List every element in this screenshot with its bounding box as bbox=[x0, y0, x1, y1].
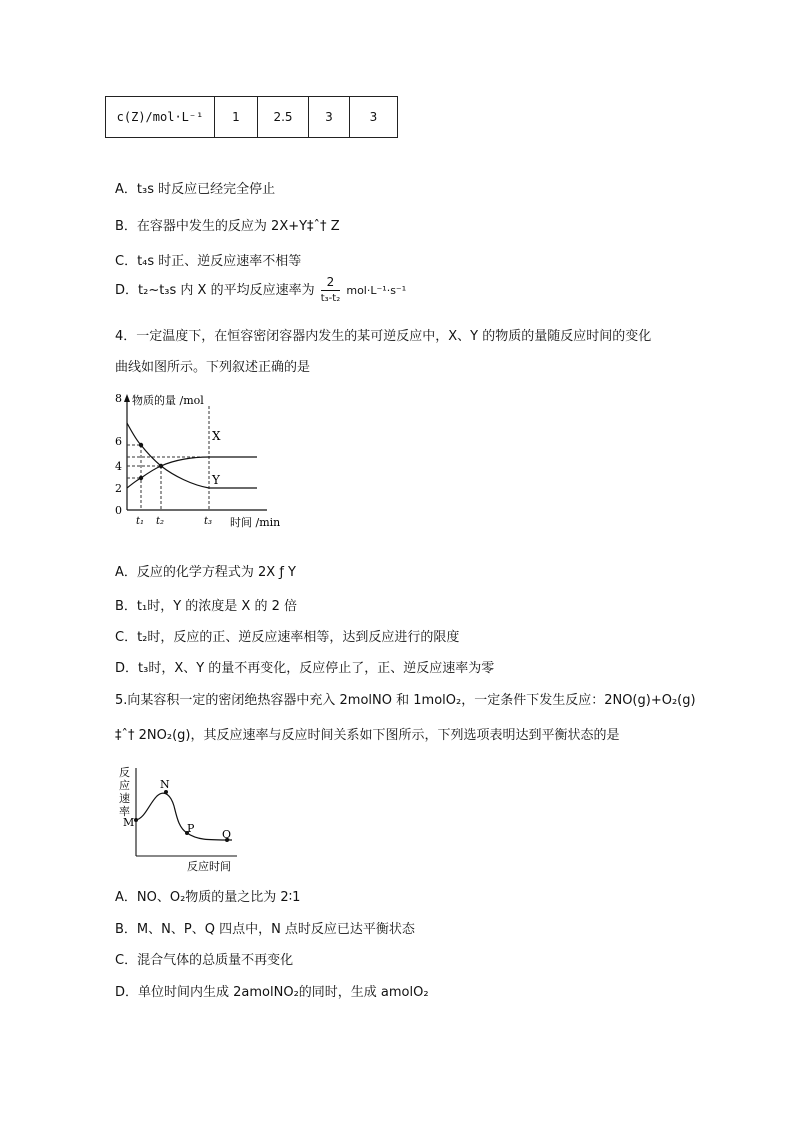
q4-option-a: A．反应的化学方程式为 2X ƒ Y bbox=[115, 565, 296, 580]
point-label-p: P bbox=[187, 822, 195, 835]
q3-option-c: C．t₄s 时正、逆反应速率不相等 bbox=[115, 254, 302, 269]
q5-option-d: D．单位时间内生成 2amolNO₂的同时，生成 amolO₂ bbox=[115, 985, 429, 1000]
table-cell: 2.5 bbox=[258, 97, 309, 138]
y-tick-label: 2 bbox=[115, 482, 122, 495]
curve-y bbox=[127, 423, 257, 488]
point-m bbox=[134, 818, 138, 822]
xy-amount-chart bbox=[112, 388, 292, 533]
q3-option-d bbox=[115, 274, 406, 307]
y-axis-label: 速 bbox=[119, 792, 130, 805]
table-cell: 3 bbox=[350, 97, 398, 138]
table-row-label: c(Z)/mol·L⁻¹ bbox=[106, 97, 215, 138]
table-cell: 3 bbox=[309, 97, 350, 138]
fraction-numerator: 2 bbox=[321, 274, 340, 291]
series-x-label: X bbox=[212, 429, 221, 443]
point-label-m: M bbox=[123, 816, 135, 829]
x-tick-label: t₃ bbox=[204, 516, 213, 527]
concentration-table bbox=[105, 96, 398, 138]
y-tick-label: 4 bbox=[115, 460, 122, 473]
rate-curve bbox=[136, 793, 232, 840]
q3-option-a: A．t₃s 时反应已经完全停止 bbox=[115, 182, 276, 197]
q5-stem-line2: ‡ˆ† 2NO₂(g)，其反应速率与反应时间关系如下图所示，下列选项表明达到平衡状态的是 bbox=[115, 728, 620, 743]
point bbox=[159, 464, 163, 468]
y-axis-label: 率 bbox=[119, 805, 130, 818]
table-cell: 1 bbox=[215, 97, 258, 138]
x-axis-label: 时间 /min bbox=[230, 516, 281, 529]
point-label-q: Q bbox=[222, 828, 232, 841]
q4-stem-line1: 4．一定温度下，在恒容密闭容器内发生的某可逆反应中，X、Y 的物质的量随反应时间的变化 bbox=[115, 329, 652, 344]
q5-option-a: A．NO、O₂物质的量之比为 2∶1 bbox=[115, 890, 301, 905]
rate-time-chart bbox=[117, 762, 247, 874]
x-axis-label: 反应时间 bbox=[187, 860, 231, 873]
q5-option-b: B．M、N、P、Q 四点中，N 点时反应已达平衡状态 bbox=[115, 922, 415, 937]
q3-option-b: B．在容器中发生的反应为 2X+Y‡ˆ† Z bbox=[115, 219, 340, 234]
y-tick-label: 6 bbox=[115, 435, 122, 448]
rate-fraction bbox=[321, 274, 340, 307]
x-tick-label: t₂ bbox=[156, 516, 165, 527]
series-y-label: Y bbox=[212, 473, 220, 487]
q4-stem-line2: 曲线如图所示。下列叙述正确的是 bbox=[115, 360, 311, 375]
q5-stem-line1: 5.向某容积一定的密闭绝热容器中充入 2molNO 和 1molO₂，一定条件下发生反应：2NO(g)+O₂(g) bbox=[115, 693, 696, 708]
q5-option-c: C．混合气体的总质量不再变化 bbox=[115, 953, 294, 968]
y-tick-label: 8 bbox=[115, 392, 122, 405]
fraction-denominator: t₃-t₂ bbox=[320, 293, 341, 304]
q4-option-c: C．t₂时，反应的正、逆反应速率相等，达到反应进行的限度 bbox=[115, 630, 460, 645]
point bbox=[139, 476, 143, 480]
point-label-n: N bbox=[160, 778, 170, 791]
q3-option-d-unit: mol·L⁻¹·s⁻¹ bbox=[346, 284, 407, 297]
q3-option-d-prefix: D．t₂~t₃s 内 X 的平均反应速率为 bbox=[115, 283, 315, 298]
table-row bbox=[106, 97, 398, 138]
y-axis-label: 反 bbox=[119, 766, 130, 779]
q4-option-b: B．t₁时，Y 的浓度是 X 的 2 倍 bbox=[115, 599, 298, 614]
point bbox=[139, 443, 143, 447]
y-axis-label: 应 bbox=[119, 779, 130, 792]
q4-option-d: D．t₃时，X、Y 的量不再变化，反应停止了，正、逆反应速率为零 bbox=[115, 661, 495, 676]
y-tick-label: 0 bbox=[115, 504, 122, 517]
y-axis-label: 物质的量 /mol bbox=[132, 394, 204, 407]
x-tick-label: t₁ bbox=[136, 516, 145, 527]
y-axis-arrow bbox=[124, 394, 130, 402]
